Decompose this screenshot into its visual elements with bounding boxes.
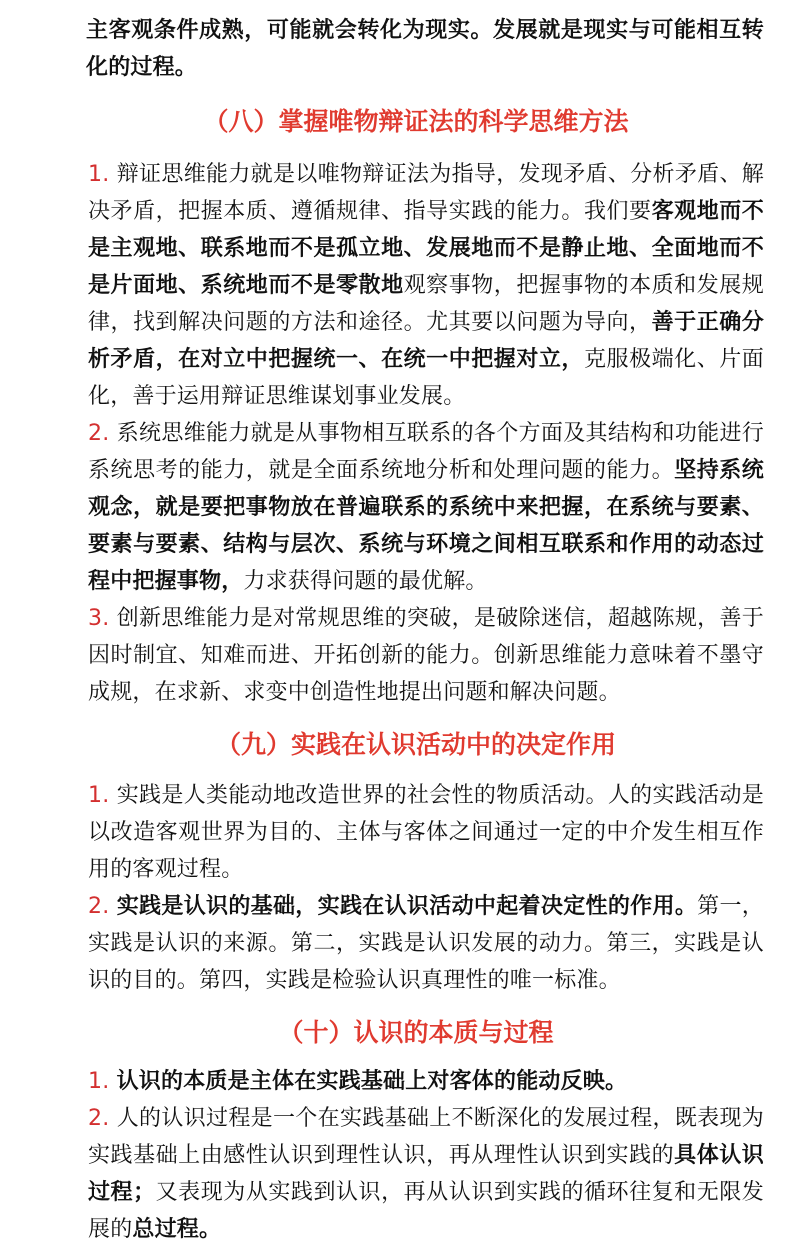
item-text-bold: 认识的本质是主体在实践基础上对客体的能动反映。 — [116, 1069, 628, 1094]
section-8-item-2 — [88, 415, 764, 600]
section-heading-8: （八）掌握唯物辩证法的科学思维方法 — [203, 107, 629, 136]
section-9-item-2 — [88, 888, 764, 999]
section-8-item-3 — [88, 600, 764, 711]
section-10-item-2 — [88, 1100, 764, 1248]
item-text: 观察事物，把握事物的本质和发展规律，找到解决问题的方法和途径。尤其要以问题为导向， — [88, 273, 764, 335]
item-number: 2. — [88, 894, 110, 919]
section-8-item-1 — [88, 156, 764, 415]
item-text: 人的认识过程是一个在实践基础上不断深化的发展过程，既表现为实践基础上由感性认识到理性认识，再从理性认识到实践的 — [88, 1106, 764, 1168]
item-text: 克服极端化、片面化，善于运用辩证思维谋划事业发展。 — [88, 347, 764, 409]
item-number: 3. — [88, 606, 110, 631]
item-text: 又表现为从实践到认识，再从认识到实践的循环往复和无限发展的 — [88, 1180, 764, 1242]
item-text-bold: 总过程。 — [132, 1217, 222, 1242]
section-10-item-1 — [88, 1063, 764, 1100]
item-number: 2. — [88, 421, 110, 446]
section-heading-9: （九）实践在认识活动中的决定作用 — [215, 730, 616, 759]
item-text: 力求获得问题的最优解。 — [243, 569, 488, 594]
item-number: 2. — [88, 1106, 110, 1131]
item-text-bold: 善于正确分析矛盾，在对立中把握统一、在统一中把握对立， — [88, 310, 764, 372]
section-heading-10: （十）认识的本质与过程 — [278, 1018, 554, 1047]
item-text-bold: 坚持系统观念，就是要把事物放在普遍联系的系统中来把握，在系统与要素、要素与要素、结构与层次、系统与环境之间相互联系和作用的动态过程中把握事物， — [88, 458, 764, 594]
intro-paragraph: 主客观条件成熟，可能就会转化为现实。发展就是现实与可能相互转化的过程。 — [86, 18, 764, 80]
item-text-bold: 实践是认识的基础，实践在认识活动中起着决定性的作用。 — [116, 894, 698, 919]
item-number: 1. — [88, 783, 110, 808]
item-text: 辩证思维能力就是以唯物辩证法为指导，发现矛盾、分析矛盾、解决矛盾，把握本质、遵循规律、指导实践的能力。我们要 — [88, 162, 764, 224]
item-text: 创新思维能力是对常规思维的突破，是破除迷信，超越陈规，善于因时制宜、知难而进、开拓创新的能力。创新思维能力意味着不墨守成规，在求新、求变中创造性地提出问题和解决问题。 — [88, 606, 764, 705]
item-number: 1. — [88, 162, 110, 187]
item-text-bold: 具体认识过程； — [88, 1143, 764, 1205]
item-text-bold: 客观地而不是主观地、联系地而不是孤立地、发展地而不是静止地、全面地而不是片面地、系统地而不是零散地 — [88, 199, 764, 298]
section-9-item-1 — [88, 777, 764, 888]
item-text: 系统思维能力就是从事物相互联系的各个方面及其结构和功能进行系统思考的能力，就是全面系统地分析和处理问题的能力。 — [88, 421, 764, 483]
item-text: 实践是人类能动地改造世界的社会性的物质活动。人的实践活动是以改造客观世界为目的、主体与客体之间通过一定的中介发生相互作用的客观过程。 — [88, 783, 764, 882]
item-number: 1. — [88, 1069, 110, 1094]
item-text: 第一，实践是认识的来源。第二，实践是认识发展的动力。第三，实践是认识的目的。第四，实践是检验认识真理性的唯一标准。 — [88, 894, 765, 993]
